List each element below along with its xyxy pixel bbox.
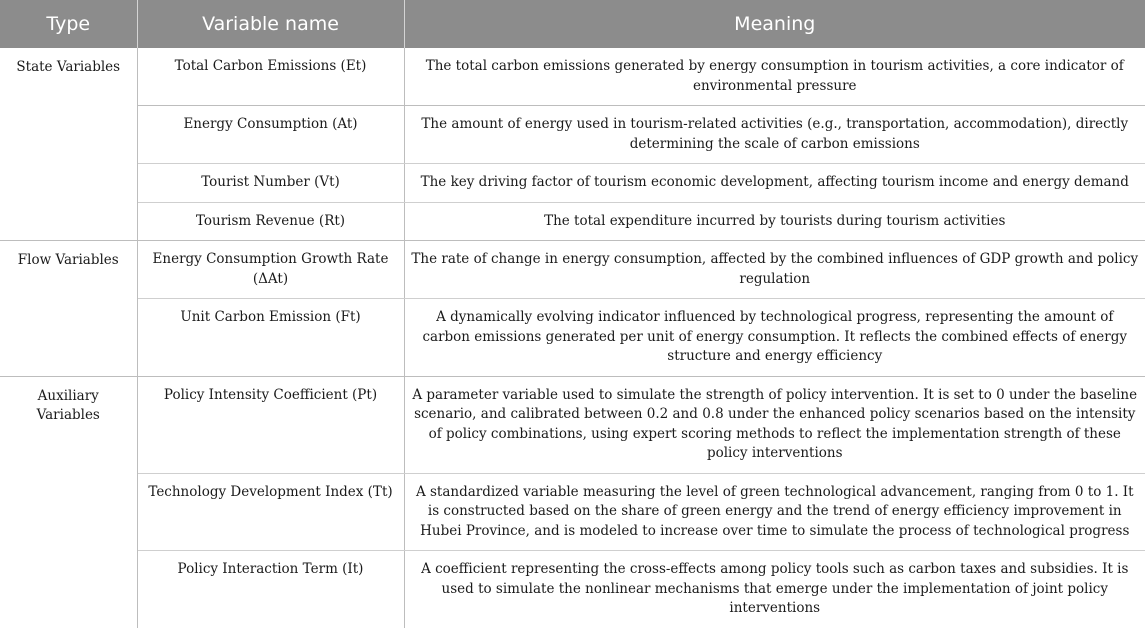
header-type: Type: [0, 0, 137, 48]
type-cell-auxiliary: Auxiliary Variables: [0, 376, 137, 628]
table-row: [0, 376, 1145, 473]
meaning-cell: A dynamically evolving indicator influenced by technological progress, representing the amount of carbon emissions generated per unit of energy consumption. It reflects the combined effects of energy structure and energy efficiency: [404, 299, 1145, 377]
meaning-cell: The key driving factor of tourism economic development, affecting tourism income and energy demand: [404, 164, 1145, 203]
table-row: [0, 299, 1145, 377]
variable-name-cell: Energy Consumption (At): [137, 106, 404, 164]
table-row: [0, 241, 1145, 299]
table-row: [0, 48, 1145, 106]
variable-name-cell: Energy Consumption Growth Rate (ΔAt): [137, 241, 404, 299]
table-body: [0, 48, 1145, 628]
variable-name-cell: Policy Interaction Term (It): [137, 551, 404, 628]
meaning-cell: A standardized variable measuring the level of green technological advancement, ranging from 0 to 1. It is constructed based on the share of green energy and the trend of energy efficiency improvement in Hubei Province, and is modeled to increase over time to simulate the process of technological progress: [404, 473, 1145, 551]
type-cell-state: State Variables: [0, 48, 137, 241]
table-row: [0, 202, 1145, 241]
table-row: [0, 473, 1145, 551]
variable-name-cell: Unit Carbon Emission (Ft): [137, 299, 404, 377]
type-cell-flow: Flow Variables: [0, 241, 137, 377]
table-row: [0, 164, 1145, 203]
meaning-cell: The rate of change in energy consumption, affected by the combined influences of GDP growth and policy regulation: [404, 241, 1145, 299]
variable-name-cell: Total Carbon Emissions (Et): [137, 48, 404, 106]
header-meaning: Meaning: [404, 0, 1145, 48]
meaning-cell: A coefficient representing the cross-effects among policy tools such as carbon taxes and subsidies. It is used to simulate the nonlinear mechanisms that emerge under the implementation of joint policy interventions: [421, 561, 1129, 616]
variable-name-cell: Tourist Number (Vt): [137, 164, 404, 203]
table-row: [0, 106, 1145, 164]
meaning-cell: The total expenditure incurred by tourists during tourism activities: [404, 202, 1145, 241]
header-variable-name: Variable name: [137, 0, 404, 48]
table-row: [0, 551, 1145, 628]
header-row: [0, 0, 1145, 48]
variable-name-cell: Policy Intensity Coefficient (Pt): [137, 376, 404, 473]
meaning-cell: A parameter variable used to simulate the strength of policy intervention. It is set to 0 under the baseline scenario, and calibrated between 0.2 and 0.8 under the enhanced policy scenarios based on the intensity of policy combinations, using expert scoring methods to reflect the implementation strength of these policy interventions: [404, 376, 1145, 473]
meaning-cell: The amount of energy used in tourism-related activities (e.g., transportation, accommodation), directly determining the scale of carbon emissions: [404, 106, 1145, 164]
variable-name-cell: Technology Development Index (Tt): [137, 473, 404, 551]
variable-name-cell: Tourism Revenue (Rt): [137, 202, 404, 241]
meaning-cell: The total carbon emissions generated by energy consumption in tourism activities, a core indicator of environmental pressure: [404, 48, 1145, 106]
